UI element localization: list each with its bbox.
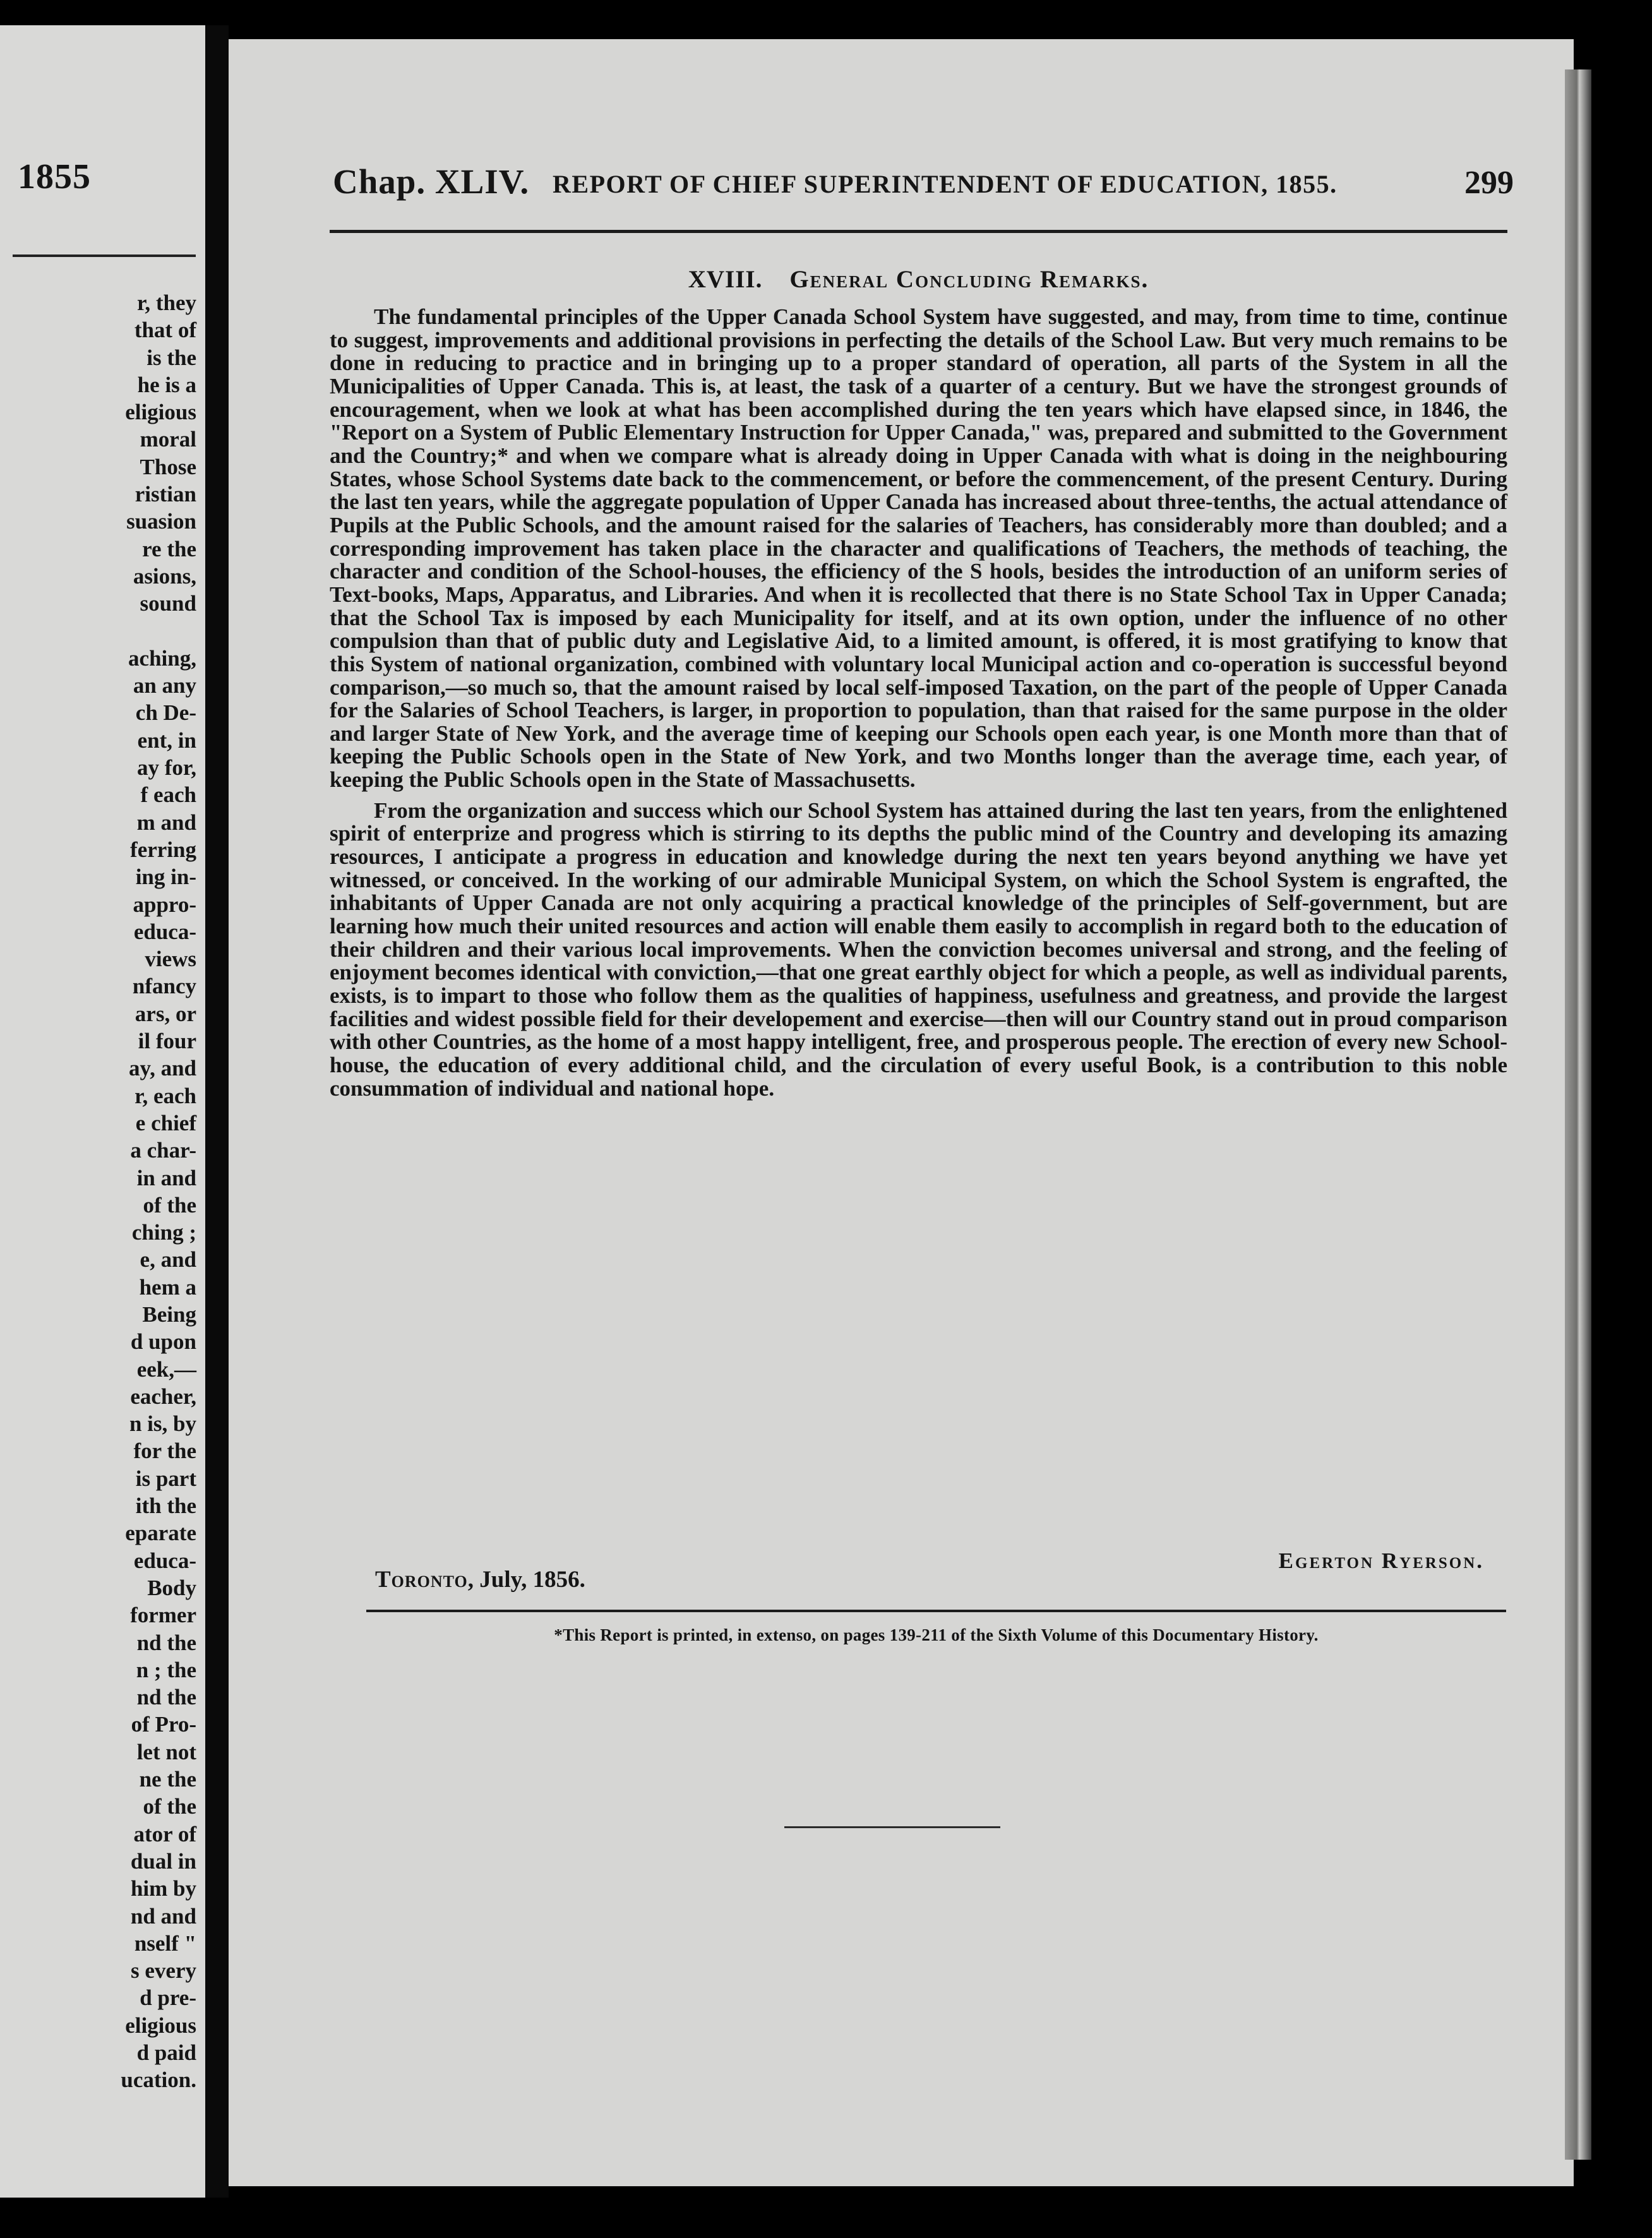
previous-page-line: d upon: [130, 1329, 196, 1355]
previous-page-line: former: [130, 1603, 196, 1628]
page: [229, 39, 1574, 2186]
previous-page-line: eacher,: [130, 1384, 196, 1409]
previous-page-line: [0, 618, 196, 645]
previous-page-rule: [13, 254, 196, 257]
previous-page-line: eek,—: [136, 1356, 196, 1382]
running-head: [333, 157, 1514, 213]
previous-page-line: of the: [143, 1794, 196, 1819]
previous-page-line: ator of: [133, 1821, 196, 1846]
previous-page-line: hem a: [139, 1274, 196, 1300]
previous-page-line: ith the: [135, 1493, 196, 1519]
previous-page-line: n is, by: [129, 1411, 196, 1437]
previous-page-line: suasion: [126, 509, 196, 534]
previous-page-line: nd the: [136, 1630, 196, 1655]
previous-page-line: a char-: [130, 1138, 196, 1163]
page-number: 299: [1464, 165, 1514, 201]
previous-page-line: ay, and: [129, 1056, 196, 1081]
previous-page-line: views: [145, 947, 196, 972]
chapter-label: Chap. XLIV.: [333, 162, 530, 201]
previous-page-line: ch De-: [135, 700, 196, 726]
previous-page-line: that of: [134, 318, 196, 343]
previous-page-line: educa-: [133, 1548, 196, 1573]
previous-page-line: sound: [140, 591, 196, 616]
previous-page-line: ay for,: [137, 755, 196, 781]
previous-page-line: ing in-: [135, 865, 196, 890]
previous-page-line: Those: [140, 454, 196, 479]
signature: Egerton Ryerson.: [1278, 1548, 1484, 1573]
paragraph-1: The fundamental principles of the Upper Canada School System have suggested, and may, from time to time, continue to suggest, improvements and additional provisions in perfecting the details of the School Law. But very much remains to be done in reducing to practice and in bringing up to a proper standard of operation, all parts of the System in all the Municipalities of Upper Canada. This is, at least, the task of a quarter of a century. But we have the strongest grounds of encouragement, when we look at what has been accomplished during the ten years which have elapsed since, in 1846, the "Report on a System of Public Elementary Instruction for Upper Canada," was, prepared and submitted to the Government and the Country;* and when we compare what is already doing in Upper Canada with what is doing in the neighbouring States, whose School Systems date back to the commencement, or before the commencement, of the present Century. During the last ten years, while the aggregate population of Upper Canada has increased about three-tenths, the actual attendance of Pupils at the Public Schools, and the amount raised for the salaries of Teachers, has considerably more than doubled; and a corresponding improvement has taken place in the character and qualifications of Teachers, the methods of teaching, the character and condition of the School-houses, the efficiency of the S hools, besides the introduction of an uniform series of Text-books, Maps, Apparatus, and Libraries. And when it is recollected that there is no State School Tax in Upper Canada; that the School Tax is imposed by each Municipality for itself, and at its own option, under the influence of no other compulsion than that of public duty and Legislative Aid, to a limited amount, is offered, it is most gratifying to know that this System of national organization, combined with voluntary local Municipal action and co-operation is successful beyond comparison,—so much so, that the amount raised by local self-imposed Taxation, on the part of the people of Upper Canada for the Salaries of School Teachers, is larger, in proportion to population, than that raised for the same purpose in the older and larger State of New York, and the average time of keeping our Schools open each year, is one Month more than that of keeping the Public Schools open in the State of New York, and two Months longer than the average time, each year, of keeping the Public Schools open in the State of Massachusetts.: [330, 304, 1507, 793]
previous-page-line: dual in: [130, 1848, 196, 1874]
previous-page-line: eligious: [125, 400, 196, 425]
footnote-rule: [366, 1610, 1506, 1612]
section-number: XVIII.: [688, 266, 763, 293]
previous-page-line: ne the: [139, 1767, 196, 1792]
previous-page-line: ristian: [135, 482, 196, 507]
previous-page-line: ars, or: [135, 1001, 196, 1026]
previous-page-line: r, they: [137, 290, 196, 315]
previous-page-line: let not: [136, 1739, 196, 1764]
end-rule: [784, 1826, 1000, 1828]
footnote: *This Report is printed, in extenso, on pages 139-211 of the Sixth Volume of this Documentary History.: [554, 1625, 1319, 1644]
previous-page-line: nfancy: [132, 974, 196, 999]
previous-page-line: eligious: [125, 2013, 196, 2038]
previous-page-line: s every: [131, 1958, 196, 1984]
previous-page-line: for the: [133, 1439, 196, 1464]
previous-page-line: ent, in: [137, 727, 196, 753]
previous-page-line: ferring: [130, 837, 196, 862]
previous-page-line: ucation.: [121, 2067, 196, 2093]
previous-page-line: nd and: [130, 1903, 196, 1929]
previous-page-line: ching ;: [131, 1220, 196, 1245]
previous-page-text: [0, 289, 196, 2094]
previous-page-line: is part: [135, 1466, 196, 1491]
previous-page-line: appro-: [133, 892, 196, 917]
previous-page-line: is the: [147, 345, 196, 370]
book-gutter: [205, 25, 229, 2198]
previous-page-line: educa-: [133, 919, 196, 944]
section-heading: [330, 265, 1507, 294]
dateline-place: Toronto: [375, 1567, 468, 1593]
header-rule: [330, 230, 1507, 233]
previous-page-line: aching,: [128, 645, 196, 671]
previous-page-line: r, each: [135, 1083, 196, 1108]
section-title: General Concluding Remarks.: [789, 266, 1149, 293]
previous-page-line: of Pro-: [131, 1712, 196, 1737]
previous-page-line: d paid: [136, 2040, 196, 2065]
previous-page-line: Being: [142, 1302, 196, 1327]
previous-page-line: in and: [136, 1165, 196, 1190]
previous-page-line: e, and: [140, 1247, 196, 1272]
dateline-date: , July, 1856.: [467, 1567, 585, 1593]
report-title: REPORT OF CHIEF SUPERINTENDENT OF EDUCATION, 1855.: [553, 170, 1338, 198]
previous-page-line: he is a: [137, 372, 196, 397]
previous-page-line: asions,: [133, 563, 196, 589]
previous-page-line: moral: [140, 427, 196, 452]
previous-page-year: 1855: [18, 157, 91, 196]
previous-page-line: an any: [133, 673, 196, 698]
previous-page-line: eparate: [125, 1521, 196, 1546]
previous-page-line: nself ": [134, 1930, 196, 1956]
previous-page-line: n ; the: [136, 1657, 196, 1682]
previous-page-line: Body: [147, 1575, 196, 1600]
dateline: [375, 1566, 585, 1593]
previous-page-line: e chief: [135, 1110, 196, 1135]
previous-page-line: m and: [136, 810, 196, 835]
previous-page-line: f each: [140, 782, 196, 808]
previous-page-line: d pre-: [140, 1985, 196, 2011]
previous-page-line: of the: [143, 1192, 196, 1218]
page-edge: [1565, 69, 1591, 2160]
previous-page-line: him by: [130, 1876, 196, 1901]
previous-page-line: nd the: [136, 1685, 196, 1710]
body-text: [330, 306, 1507, 1100]
paragraph-2: From the organization and success which our School System has attained during the last ten years, from the enlightened spirit of enterprize and progress which is stirring to its depths the public mind of the Country and developing its amazing resources, I anticipate a progress in education and knowledge during the next ten years beyond anything we have yet witnessed, or conceived. In the working of our admirable Municipal System, on which the School System is engrafted, the inhabitants of Upper Canada are not only acquiring a practical knowledge of the principles of Self-government, but are learning how much their united resources and action will enable them easily to accomplish in regard both to the education of their children and their various local improvements. When the conviction becomes universal and strong, and the feeling of enjoyment becomes identical with conviction,—that one great earthly object for which a people, as well as individual parents, exists, is to impart to those who follow them as the qualities of happiness, usefulness and greatness, and provide the largest facilities and widest possible field for their developement and exercise—then will our Country stand out in proud comparison with other Countries, as the home of a most happy intelligent, free, and prosperous people. The erection of every new School-house, the education of every additional child, and the circulation of every useful Book, is a contribution to this noble consummation of individual and national hope.: [330, 798, 1507, 1101]
previous-page-line: re the: [142, 536, 196, 561]
previous-page-fragment: [0, 25, 205, 2198]
previous-page-line: il four: [138, 1029, 196, 1054]
